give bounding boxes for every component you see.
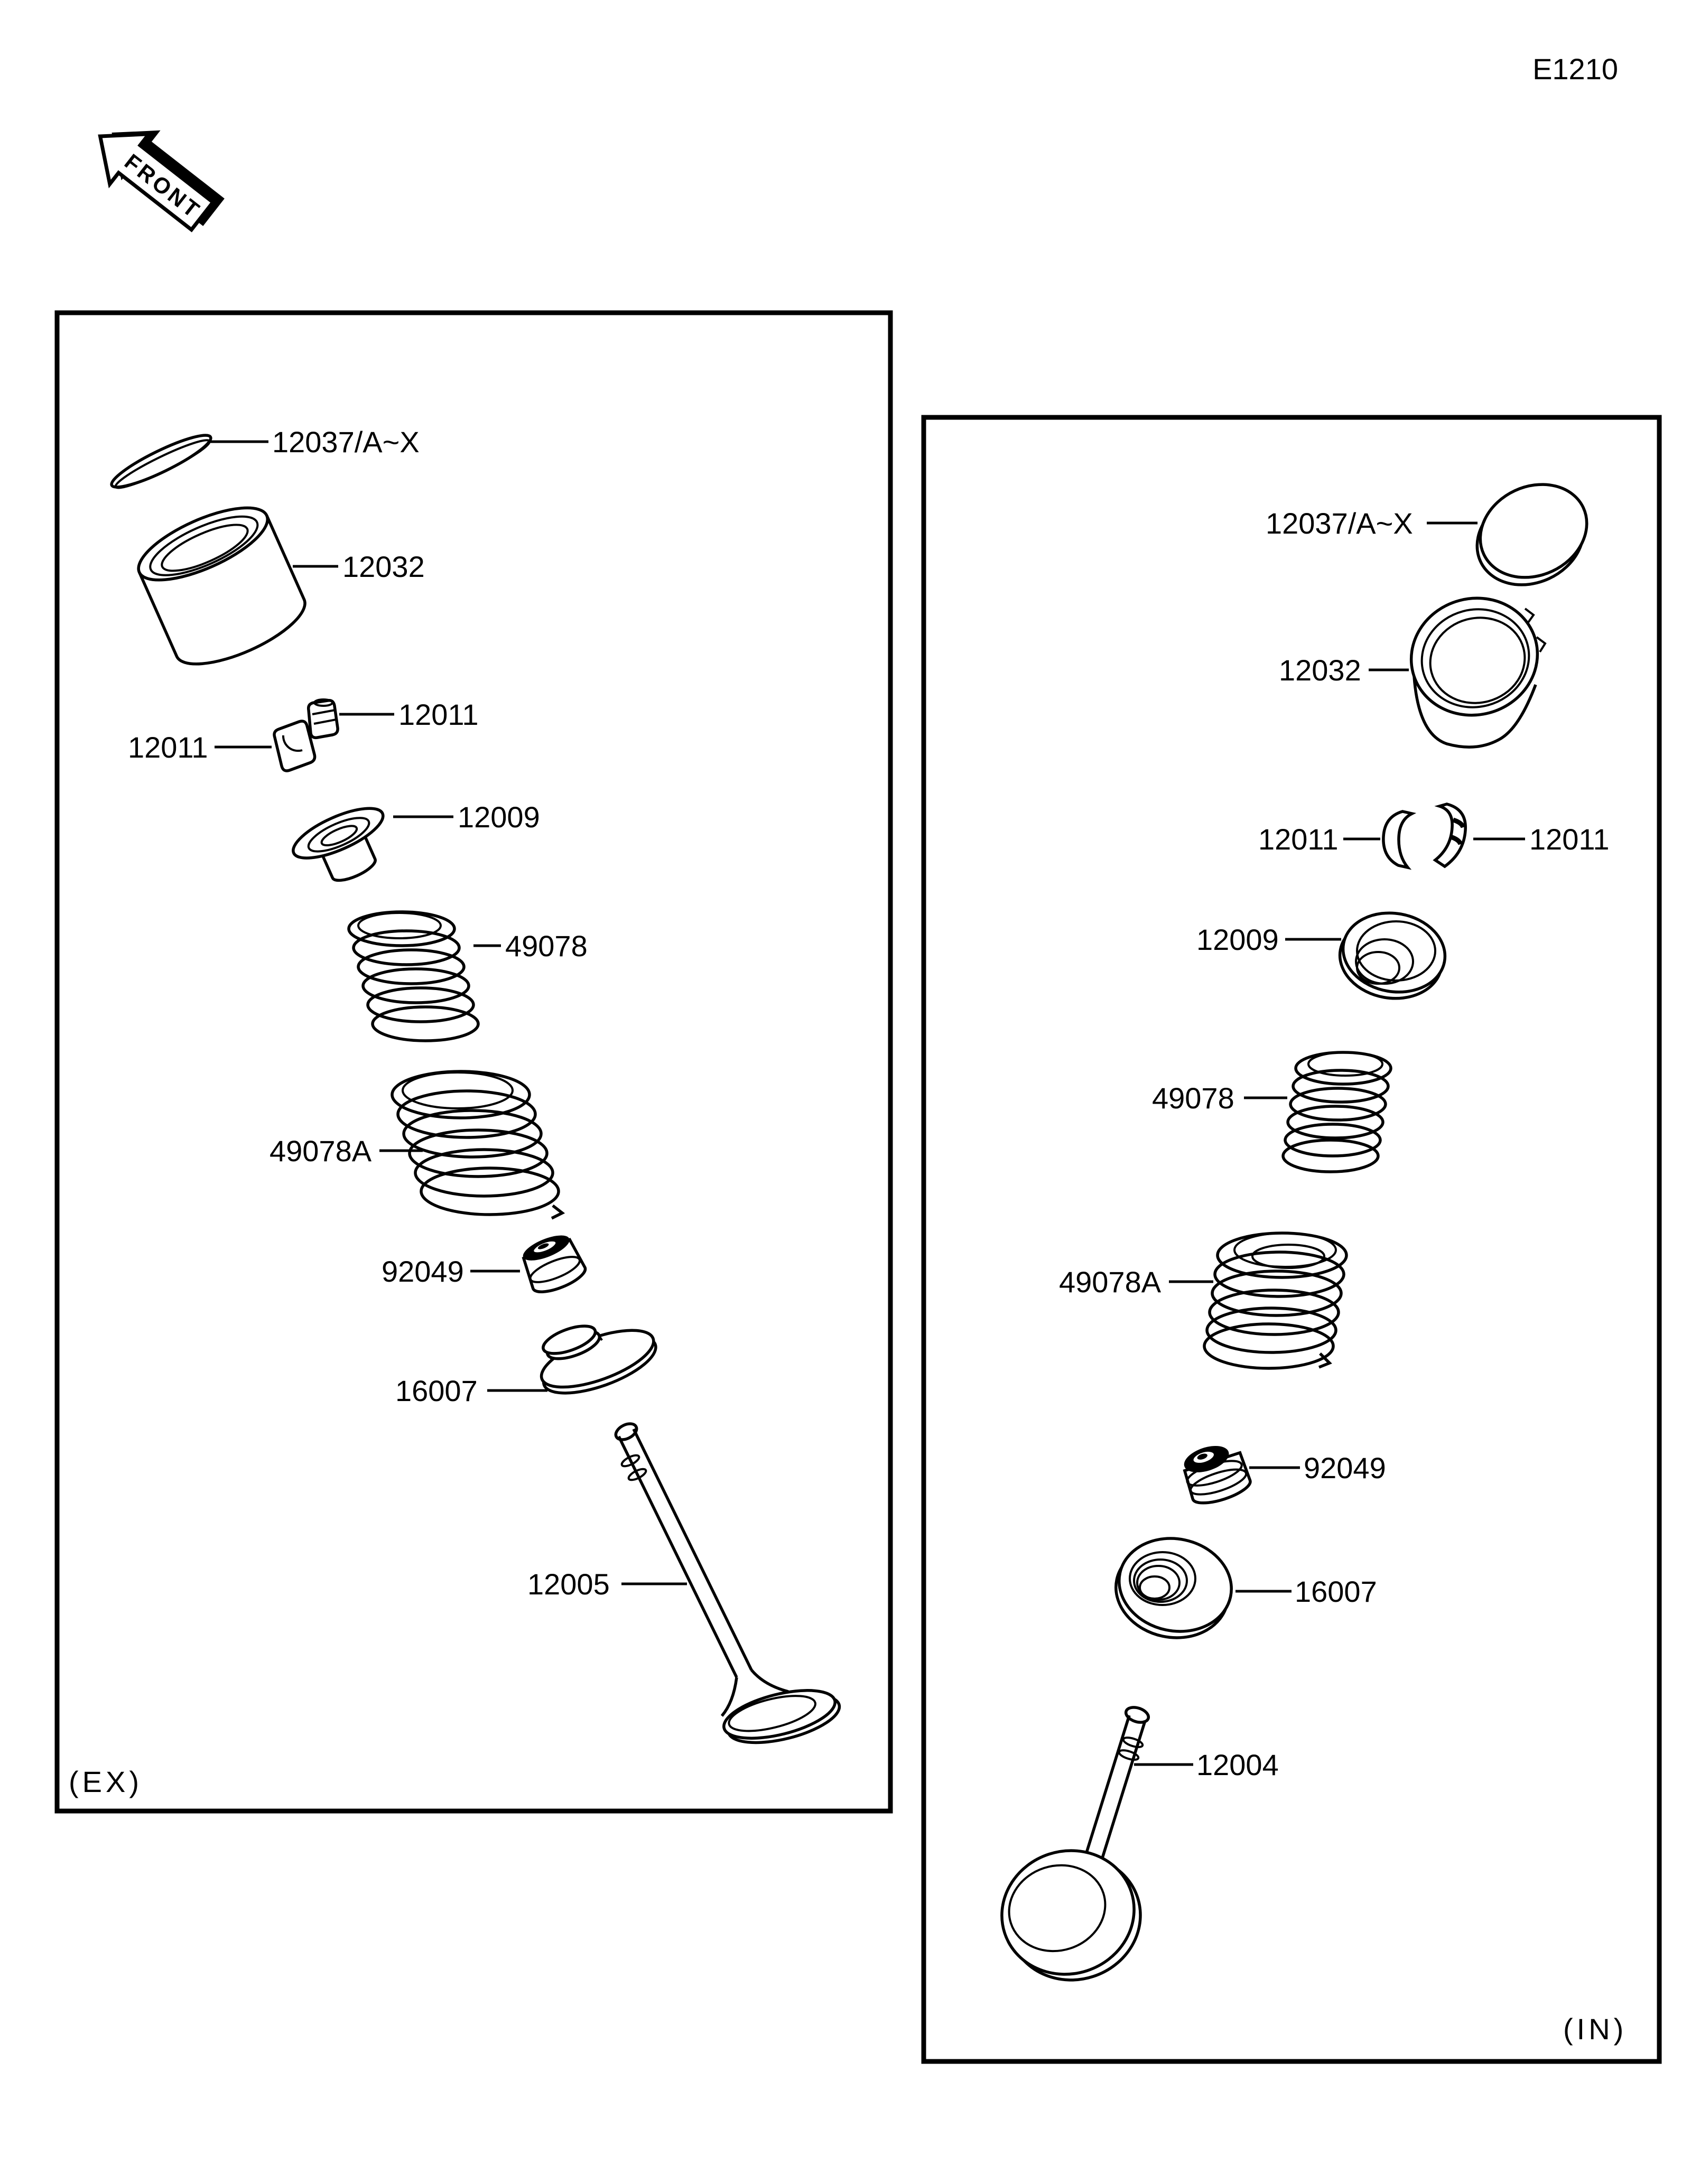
in-tappet-label[interactable]: 12032 [1279, 654, 1361, 687]
ex-shim-label[interactable]: 12037/A~X [272, 425, 420, 459]
in-retainer-label[interactable]: 12009 [1196, 923, 1279, 956]
in-seal-drawing [1179, 1438, 1253, 1508]
in-tappet-drawing [1398, 584, 1551, 747]
ex-inner-spring-drawing [349, 912, 478, 1041]
in-panel [924, 417, 1659, 2061]
page-code: E1210 [1532, 52, 1618, 86]
ex-spring-seat-drawing [529, 1303, 663, 1405]
in-spring-seat-label[interactable]: 16007 [1295, 1575, 1377, 1608]
in-caption: (IN) [1563, 2012, 1628, 2046]
in-seal-label[interactable]: 92049 [1304, 1451, 1386, 1485]
ex-tappet-label[interactable]: 12032 [342, 550, 425, 583]
ex-retainer-label[interactable]: 12009 [458, 800, 540, 834]
ex-valve-label[interactable]: 12005 [527, 1567, 610, 1601]
in-valve-label[interactable]: 12004 [1196, 1748, 1279, 1781]
ex-spring-seat-label[interactable]: 16007 [395, 1374, 478, 1407]
ex-outer-spring-drawing [392, 1071, 562, 1218]
ex-retainer-drawing [287, 798, 401, 895]
ex-keepers-drawing [274, 699, 338, 771]
ex-tappet-drawing [129, 493, 314, 678]
in-shim-label[interactable]: 12037/A~X [1266, 507, 1413, 540]
ex-inner-spring-label[interactable]: 49078 [505, 929, 588, 963]
in-inner-spring-drawing [1283, 1052, 1391, 1172]
in-shim-drawing [1462, 468, 1602, 602]
in-keeper-right-label[interactable]: 12011 [1529, 823, 1610, 856]
in-spring-seat-drawing [1107, 1528, 1240, 1648]
in-outer-spring-drawing [1204, 1233, 1346, 1368]
front-label: FRONT [120, 148, 206, 224]
ex-valve-drawing [613, 1421, 844, 1753]
ex-keeper-left-label[interactable]: 12011 [128, 731, 208, 764]
in-outer-spring-label[interactable]: 49078A [1059, 1265, 1162, 1299]
ex-keeper-right-label[interactable]: 12011 [398, 698, 479, 731]
in-retainer-drawing [1334, 905, 1452, 1006]
front-arrow-icon [81, 104, 234, 245]
ex-seal-drawing [517, 1229, 589, 1298]
in-inner-spring-label[interactable]: 49078 [1152, 1081, 1234, 1115]
in-keepers-drawing [1383, 804, 1465, 867]
ex-panel [57, 313, 890, 1811]
ex-caption: (EX) [69, 1765, 143, 1798]
ex-outer-spring-label[interactable]: 49078A [270, 1134, 372, 1168]
ex-shim-drawing [107, 427, 215, 494]
in-valve-drawing [986, 1705, 1156, 1999]
in-keeper-left-label[interactable]: 12011 [1258, 823, 1339, 856]
ex-seal-label[interactable]: 92049 [382, 1255, 464, 1288]
